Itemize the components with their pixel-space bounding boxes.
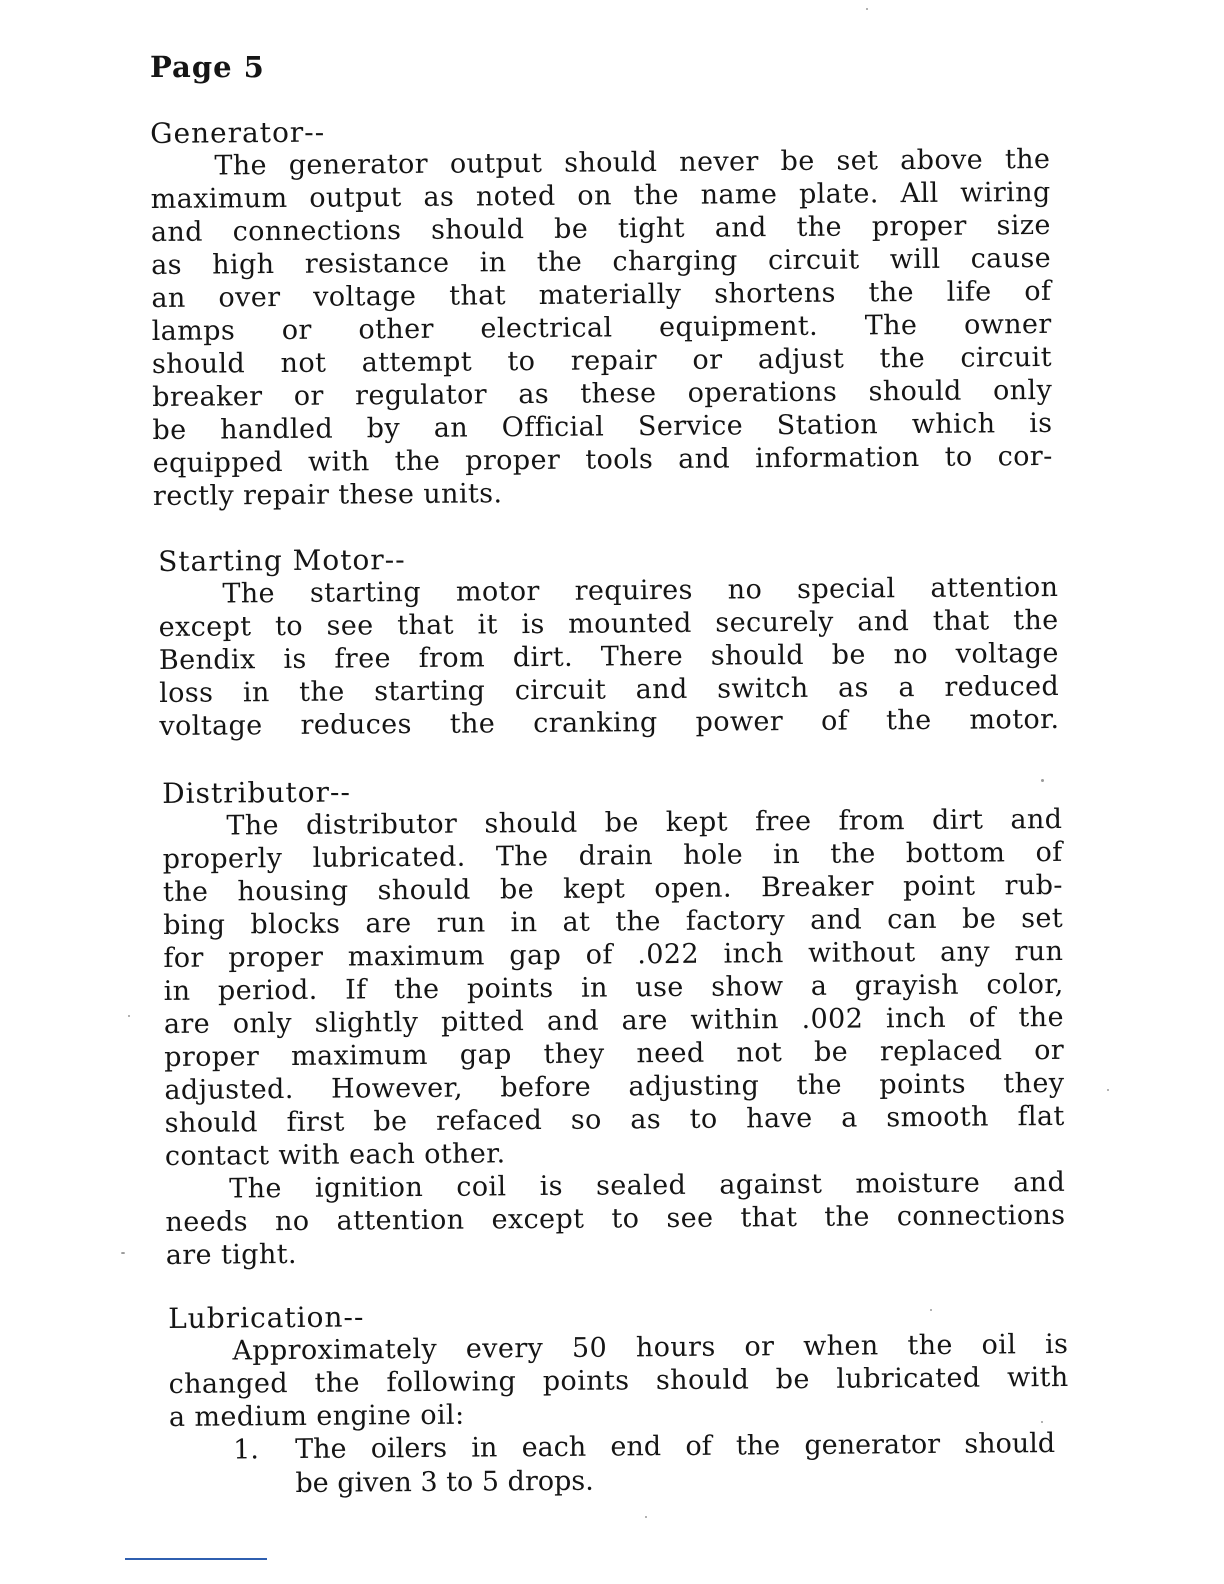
paragraph-line: Approximately every 50 hours or when the oil is xyxy=(232,1328,1069,1367)
paragraph-line: loss in the starting circuit and switch as a reduced xyxy=(159,670,1060,709)
paragraph-line: proper maximum gap they need not be replaced or xyxy=(164,1034,1065,1073)
paragraph-line: except to see that it is mounted securely and that the xyxy=(158,604,1059,643)
paragraph-line: The ignition coil is sealed against moisture and xyxy=(229,1166,1066,1205)
section-heading: Generator-- xyxy=(149,115,326,150)
section-lubrication xyxy=(168,1296,1070,1502)
paragraph-line: and connections should be tight and the proper size xyxy=(150,209,1051,248)
paragraph-line: needs no attention except to see that the connections xyxy=(165,1199,1066,1238)
paragraph-line: should not attempt to repair or adjust the circuit xyxy=(151,341,1053,380)
paragraph-line: The starting motor requires no special attention xyxy=(222,571,1059,610)
paragraph-line: properly lubricated. The drain hole in the bottom of xyxy=(162,836,1063,875)
section-heading: Distributor-- xyxy=(161,775,351,810)
paragraph-line: equipped with the proper tools and information to cor- xyxy=(152,440,1053,479)
scan-speck xyxy=(930,1309,932,1311)
bottom-rule xyxy=(125,1558,267,1560)
paragraph-line: a medium engine oil: xyxy=(168,1399,465,1433)
paragraph-line: the housing should be kept open. Breaker point rub- xyxy=(162,869,1063,908)
list-item-number: 1. xyxy=(233,1434,260,1466)
paragraph-line: breaker or regulator as these operations should only xyxy=(152,374,1053,413)
paragraph-line: voltage reduces the cranking power of the motor. xyxy=(159,703,1060,742)
paragraph-line: an over voltage that materially shortens the life of xyxy=(151,275,1052,314)
paragraph-line: as high resistance in the charging circuit will cause xyxy=(151,242,1052,281)
paragraph-line: be handled by an Official Service Station which is xyxy=(152,407,1053,446)
paragraph-line: bing blocks are run in at the factory and can be set xyxy=(163,902,1064,941)
paragraph-line: are only slightly pitted and are within .002 inch of the xyxy=(163,1001,1065,1040)
paragraph-line: lamps or other electrical equipment. The owner xyxy=(151,308,1052,347)
section-generator xyxy=(150,111,1053,513)
paragraph-line: rectly repair these units. xyxy=(152,478,503,512)
list-item xyxy=(169,1427,1070,1502)
scan-speck xyxy=(1041,1421,1043,1423)
paragraph-line: for proper maximum gap of .022 inch without any run xyxy=(163,935,1064,974)
scan-speck xyxy=(866,8,868,10)
paragraph-line: are tight. xyxy=(165,1238,298,1271)
paragraph-line: maximum output as noted on the name plate. All wiring xyxy=(150,176,1051,215)
paragraph-line: The distributor should be kept free from dirt and xyxy=(226,803,1063,842)
scan-speck xyxy=(645,1516,647,1518)
section-starting-motor xyxy=(158,539,1060,743)
page-number: Page 5 xyxy=(150,50,265,84)
section-heading: Starting Motor-- xyxy=(157,543,406,578)
scan-speck xyxy=(1107,1089,1109,1091)
paragraph-line: The generator output should never be set above the xyxy=(214,143,1051,182)
paragraph-line: should first be refaced so as to have a smooth flat xyxy=(164,1100,1065,1139)
paragraph-line: Bendix is free from dirt. There should be no voltage xyxy=(158,637,1059,676)
list-item-text: be given 3 to 5 drops. xyxy=(295,1465,594,1500)
section-distributor xyxy=(162,771,1066,1272)
paragraph-line: changed the following points should be lubricated with xyxy=(168,1361,1069,1400)
paragraph-line: in period. If the points in use show a grayish color, xyxy=(163,968,1064,1007)
section-heading: Lubrication-- xyxy=(167,1300,365,1335)
paragraph-line: adjusted. However, before adjusting the points they xyxy=(164,1067,1065,1106)
scan-speck xyxy=(128,1015,130,1017)
scan-speck xyxy=(121,1252,125,1254)
paragraph-line: contact with each other. xyxy=(164,1138,506,1172)
list-item-text: The oilers in each end of the generator should xyxy=(295,1428,1056,1466)
scan-speck xyxy=(1041,779,1044,782)
